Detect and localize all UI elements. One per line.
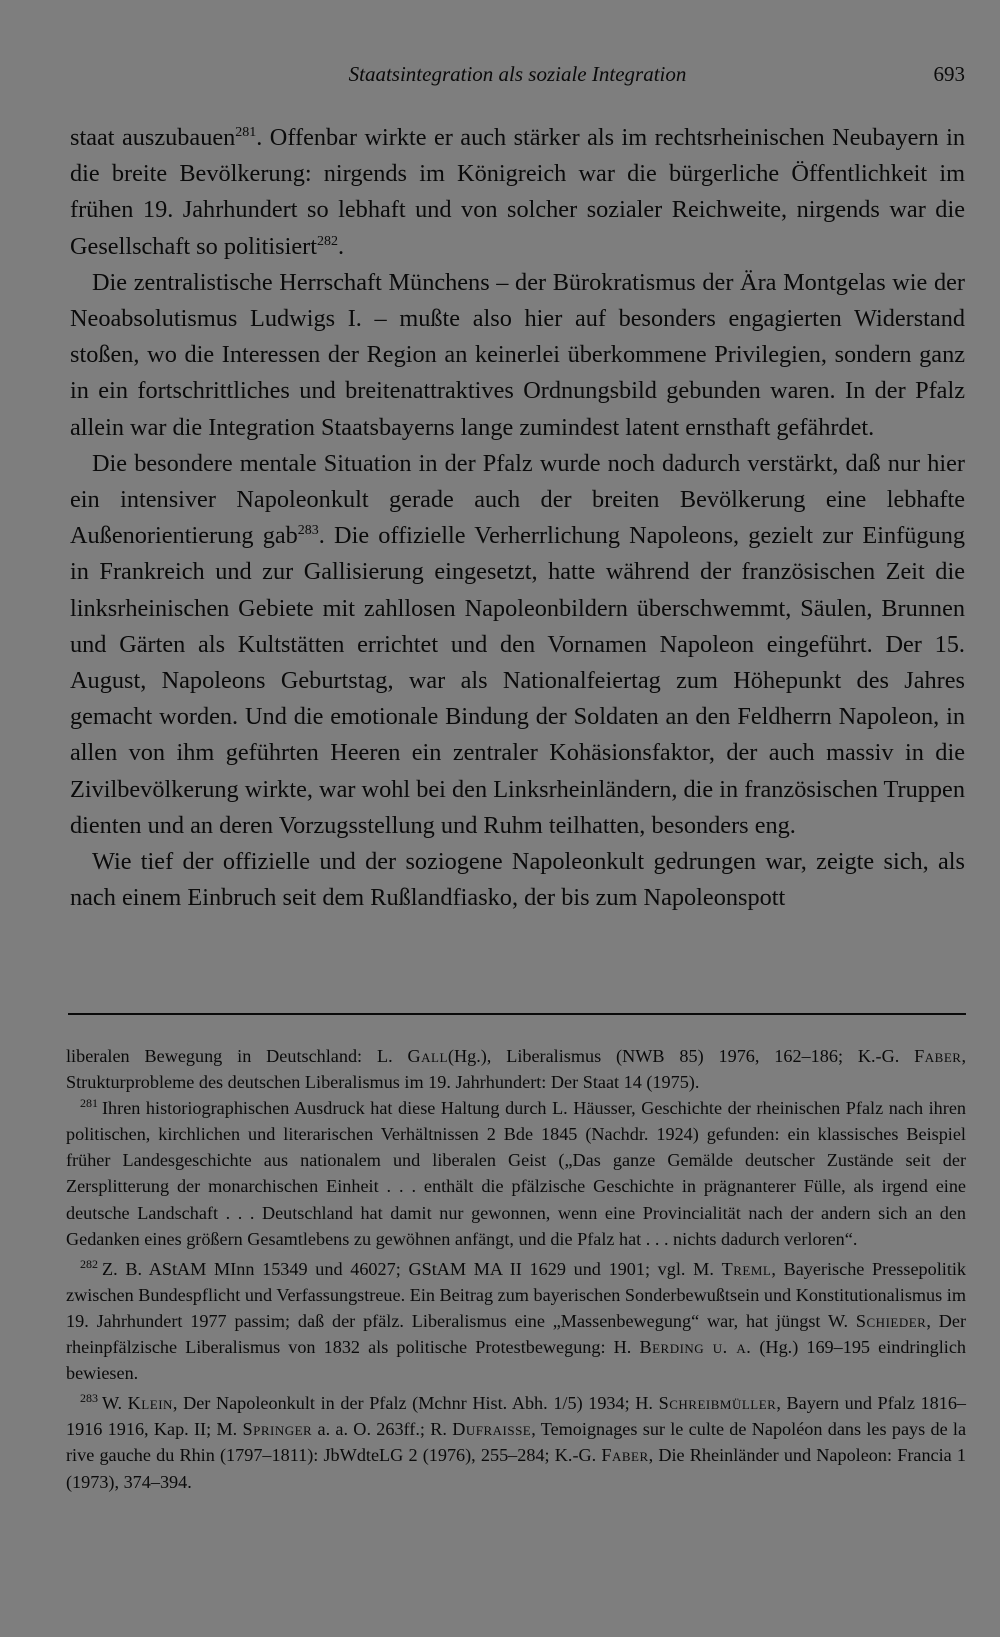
running-head: [70, 58, 965, 94]
footnote-number: 281: [80, 1096, 98, 1111]
author-name: Klein: [127, 1393, 173, 1414]
author-name: Springer: [242, 1419, 313, 1440]
footnote-282: [66, 1256, 966, 1386]
text-run: , Temoignages sur le culte de Napoléon dans les pays de la rive gauche du Rhin (1797–1811): JbWdteLG 2 (1976), 255–284; K.-G.: [66, 1419, 967, 1466]
footnotes: [66, 1043, 966, 1495]
text-run: a. a. O. 263ff.; R.: [317, 1419, 447, 1440]
text-run: Die besondere mentale Situation in der Pfalz wurde noch dadurch verstärkt, daß nur hier ein intensiver Napoleonkult gerade auch der breiten Bevölkerung eine lebhafte Außenorientierung gab: [70, 449, 965, 550]
page-number: 693: [933, 62, 965, 86]
footnote-number: 282: [80, 1256, 98, 1271]
footnote-continuation: [66, 1043, 966, 1095]
footnote-reference: 282: [316, 233, 338, 249]
text-run: . Offenbar wirkte er auch stärker als im rechtsrheinischen Neubayern in die breite Bevölkerung: nirgends im Königreich war die bürgerliche Öffentlichkeit im frühen 19. Jahrhundert so lebhaft und von solcher sozialer Reichweite, nirgends war die Gesellschaft so politisiert: [70, 124, 965, 260]
text-run: , Der rheinpfälzische Liberalismus von 1832 als politische Protestbewegung: H.: [66, 1310, 966, 1358]
footnote-separator: [68, 1013, 966, 1015]
author-name: Berding u. a.: [639, 1337, 752, 1358]
text-run: (Hg.) 169–195 eindringlich bewiesen.: [66, 1337, 967, 1384]
footnote-281: [66, 1095, 966, 1252]
paragraph: Die zentralistische Herrschaft Münchens – der Bürokratismus der Ära Montgelas wie der Neoabsolutismus Ludwigs I. – mußte also hier auf besonders engagierten Widerstand stoßen, wo die Interessen der Region an keinerlei überkommene Privilegien, sondern ganz in ein fortschrittliches und breitenattraktives Ordnungsbild gebunden waren. In der Pfalz allein war die Integration Staatsbayerns lange zumindest latent ernsthaft gefährdet.: [70, 268, 965, 441]
text-run: W.: [102, 1393, 123, 1414]
text-run: (Hg.), Liberalismus (NWB 85) 1976, 162–186; K.-G.: [447, 1046, 900, 1066]
author-name: Schieder: [855, 1310, 927, 1331]
footnote-reference: 283: [297, 523, 319, 539]
text-run: liberalen Bewegung in Deutschland: L.: [66, 1046, 393, 1066]
author-name: Treml: [721, 1258, 772, 1279]
text-run: Z. B. AStAM MInn 15349 und 46027; GStAM MA II 1629 und 1901; vgl. M.: [102, 1258, 714, 1279]
text-run: staat auszubauen: [70, 124, 236, 151]
text-run: , Strukturprobleme des deutschen Liberalismus im 19. Jahrhundert: Der Staat 14 (1975).: [66, 1046, 967, 1093]
author-name: Gall: [407, 1046, 448, 1066]
text-run: , Die Rheinländer und Napoleon: Francia 1 (1973), 374–394.: [66, 1445, 966, 1492]
text-run: . Die offizielle Verherrlichung Napoleons, gezielt zur Einfügung in Frankreich und zur Gallisierung eingesetzt, hatte während der französischen Zeit die linksrheinischen Gebiete mit zahllosen Napoleonbildern überschwemmt, Säulen, Brunnen und Gärten als Kultstätten errichtet und den Vornamen Napoleon eingeführt. Der 15. August, Napoleons Geburtstag, war als Nationalfeiertag zum Höhepunkt des Jahres gemacht worden. Und die emotionale Bindung der Soldaten an den Feldherrn Napoleon, in allen von ihm geführten Heeren ein zentraler Kohäsionsfaktor, der auch massiv in die Zivilbevölkerung wirkte, war wohl bei den Linksrheinländern, die in französischen Truppen dienten und an deren Vorzugsstellung und Ruhm teilhatten, besonders eng.: [70, 522, 965, 839]
main-text: [70, 120, 965, 916]
author-name: Faber: [914, 1046, 962, 1066]
text-run: .: [337, 232, 345, 260]
text-run: , Bayern und Pfalz 1816–1916 1916, Kap. II; M.: [66, 1393, 967, 1440]
text-run: , Der Napoleonkult in der Pfalz (Mchnr Hist. Abh. 1/5) 1934; H.: [172, 1393, 653, 1414]
footnote-number: 283: [80, 1391, 98, 1406]
paragraph: [70, 446, 965, 844]
author-name: Faber: [601, 1445, 649, 1466]
text-run: , Bayerische Pressepolitik zwischen Bundespflicht und Verfassungstreue. Ein Beitrag zum bayerischen Sonderbewußtsein und Konstitutionalismus im 19. Jahrhundert 1977 passim; daß der pfälz. Liberalismus eine „Massenbewegung“ war, hat jüngst W.: [66, 1258, 967, 1331]
footnote-reference: 281: [235, 124, 257, 140]
paragraph-continued: [70, 120, 965, 265]
text-run: Ihren historiographischen Ausdruck hat diese Haltung durch L. Häusser, Geschichte der rheinischen Pfalz nach ihren politischen, kirchlichen und literarischen Verhältnissen 2 Bde 1845 (Nachdr. 1924) gefunden: ein klassisches Beispiel früher Landesgeschichte aus nationalem und liberalen Geist („Das ganze Gemälde deutscher Zustände seit der Zersplitterung der monarchischen Einheit . . . enthält die pfälzische Geschichte in prägnanterer Fülle, als irgend eine deutsche Landschaft . . . Deutschland hat damit nur gewonnen, wenn eine Provincialität nach der andern sich an den Gedanken eines größern Gesamtlebens zu gewöhnen anfängt, und die Pfalz hat . . . nichts dadurch verloren“.: [66, 1098, 966, 1249]
running-title: Staatsintegration als soziale Integration: [348, 62, 687, 86]
paragraph: Wie tief der offizielle und der soziogene Napoleonkult gedrungen war, zeigte sich, als nach einem Einbruch seit dem Rußlandfiasko, der bis zum Napoleonspott: [70, 848, 965, 912]
footnote-283: [66, 1390, 966, 1494]
author-name: Dufraisse: [452, 1419, 532, 1440]
author-name: Schreibmüller: [658, 1393, 777, 1414]
